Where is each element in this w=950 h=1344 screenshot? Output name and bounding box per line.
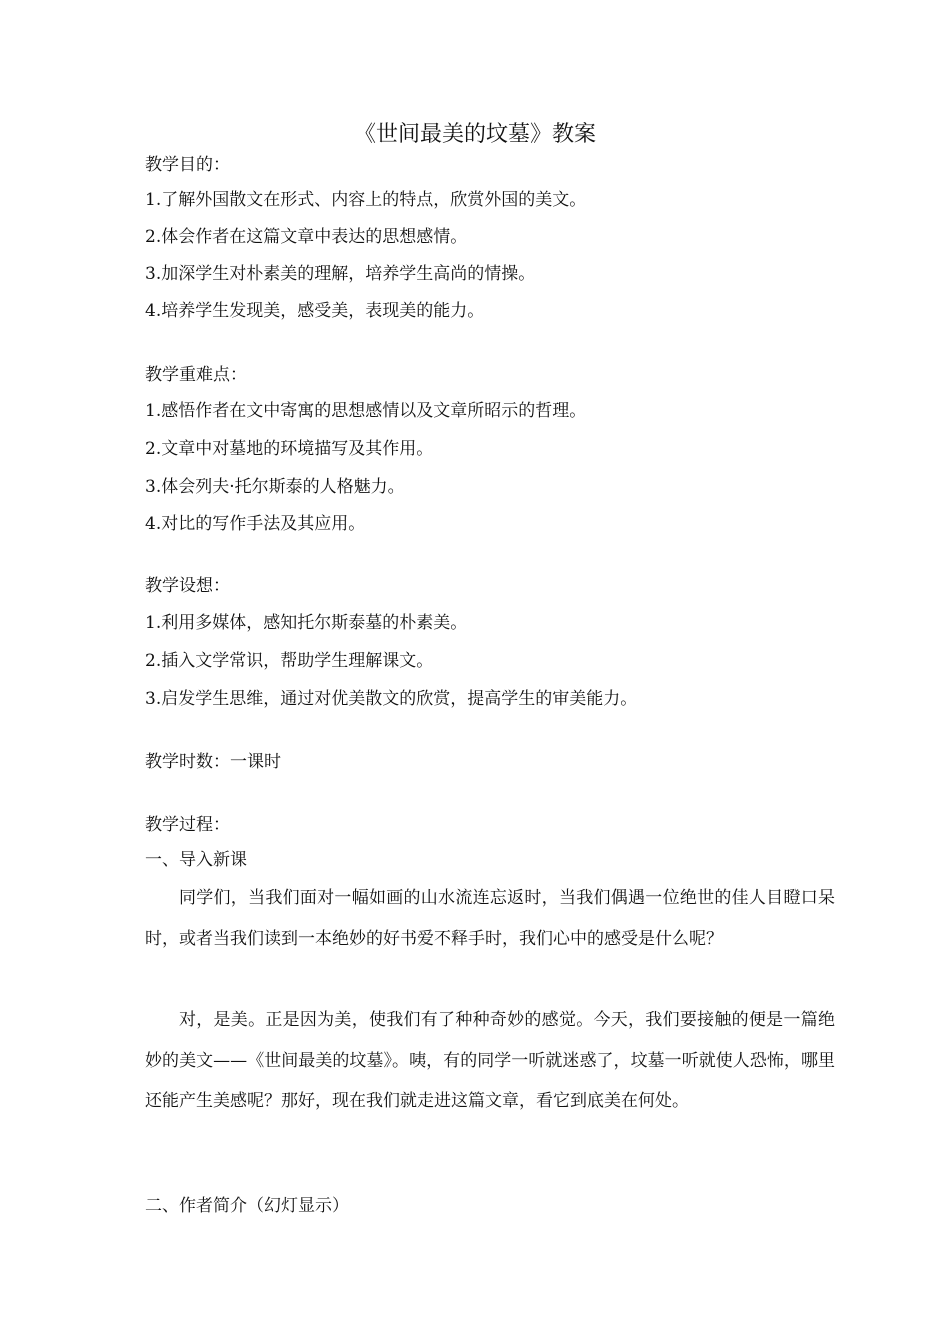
document-title: 《世间最美的坟墓》教案 (353, 122, 596, 147)
objective-item-3: 3.加深学生对朴素美的理解，培养学生高尚的情操。 (145, 264, 536, 284)
section-intro-heading: 一、导入新课 (145, 850, 247, 870)
design-item-3: 3.启发学生思维，通过对优美散文的欣赏，提高学生的审美能力。 (145, 689, 638, 709)
key-points-heading: 教学重难点： (145, 365, 247, 385)
design-heading: 教学设想： (145, 576, 230, 596)
section-author-heading: 二、作者简介（幻灯显示） (145, 1196, 349, 1216)
teaching-hours: 教学时数：一课时 (145, 752, 281, 772)
objective-item-1: 1.了解外国散文在形式、内容上的特点，欣赏外国的美文。 (145, 190, 587, 210)
objective-item-2: 2.体会作者在这篇文章中表达的思想感情。 (145, 227, 468, 247)
design-item-1: 1.利用多媒体，感知托尔斯泰墓的朴素美。 (145, 613, 468, 633)
key-point-item-2: 2.文章中对墓地的环境描写及其作用。 (145, 439, 434, 459)
objective-item-4: 4.培养学生发现美，感受美，表现美的能力。 (145, 301, 485, 321)
intro-paragraph-2: 对，是美。正是因为美，使我们有了种种奇妙的感觉。今天，我们要接触的便是一篇绝妙的美文——《世间最美的坟墓》。咦，有的同学一听就迷惑了，坟墓一听就使人恐怖，哪里还能产生美感呢？那好，现在我们就走进这篇文章，看它到底美在何处。 (145, 1010, 835, 1111)
key-point-item-1: 1.感悟作者在文中寄寓的思想感情以及文章所昭示的哲理。 (145, 401, 587, 421)
objectives-heading: 教学目的： (145, 155, 230, 175)
key-point-item-4: 4.对比的写作手法及其应用。 (145, 514, 366, 534)
design-item-2: 2.插入文学常识，帮助学生理解课文。 (145, 651, 434, 671)
intro-paragraph-1: 同学们，当我们面对一幅如画的山水流连忘返时，当我们偶遇一位绝世的佳人目瞪口呆时，或者当我们读到一本绝妙的好书爱不释手时，我们心中的感受是什么呢？ (145, 888, 835, 949)
process-heading: 教学过程： (145, 815, 230, 835)
key-point-item-3: 3.体会列夫·托尔斯泰的人格魅力。 (145, 477, 405, 497)
